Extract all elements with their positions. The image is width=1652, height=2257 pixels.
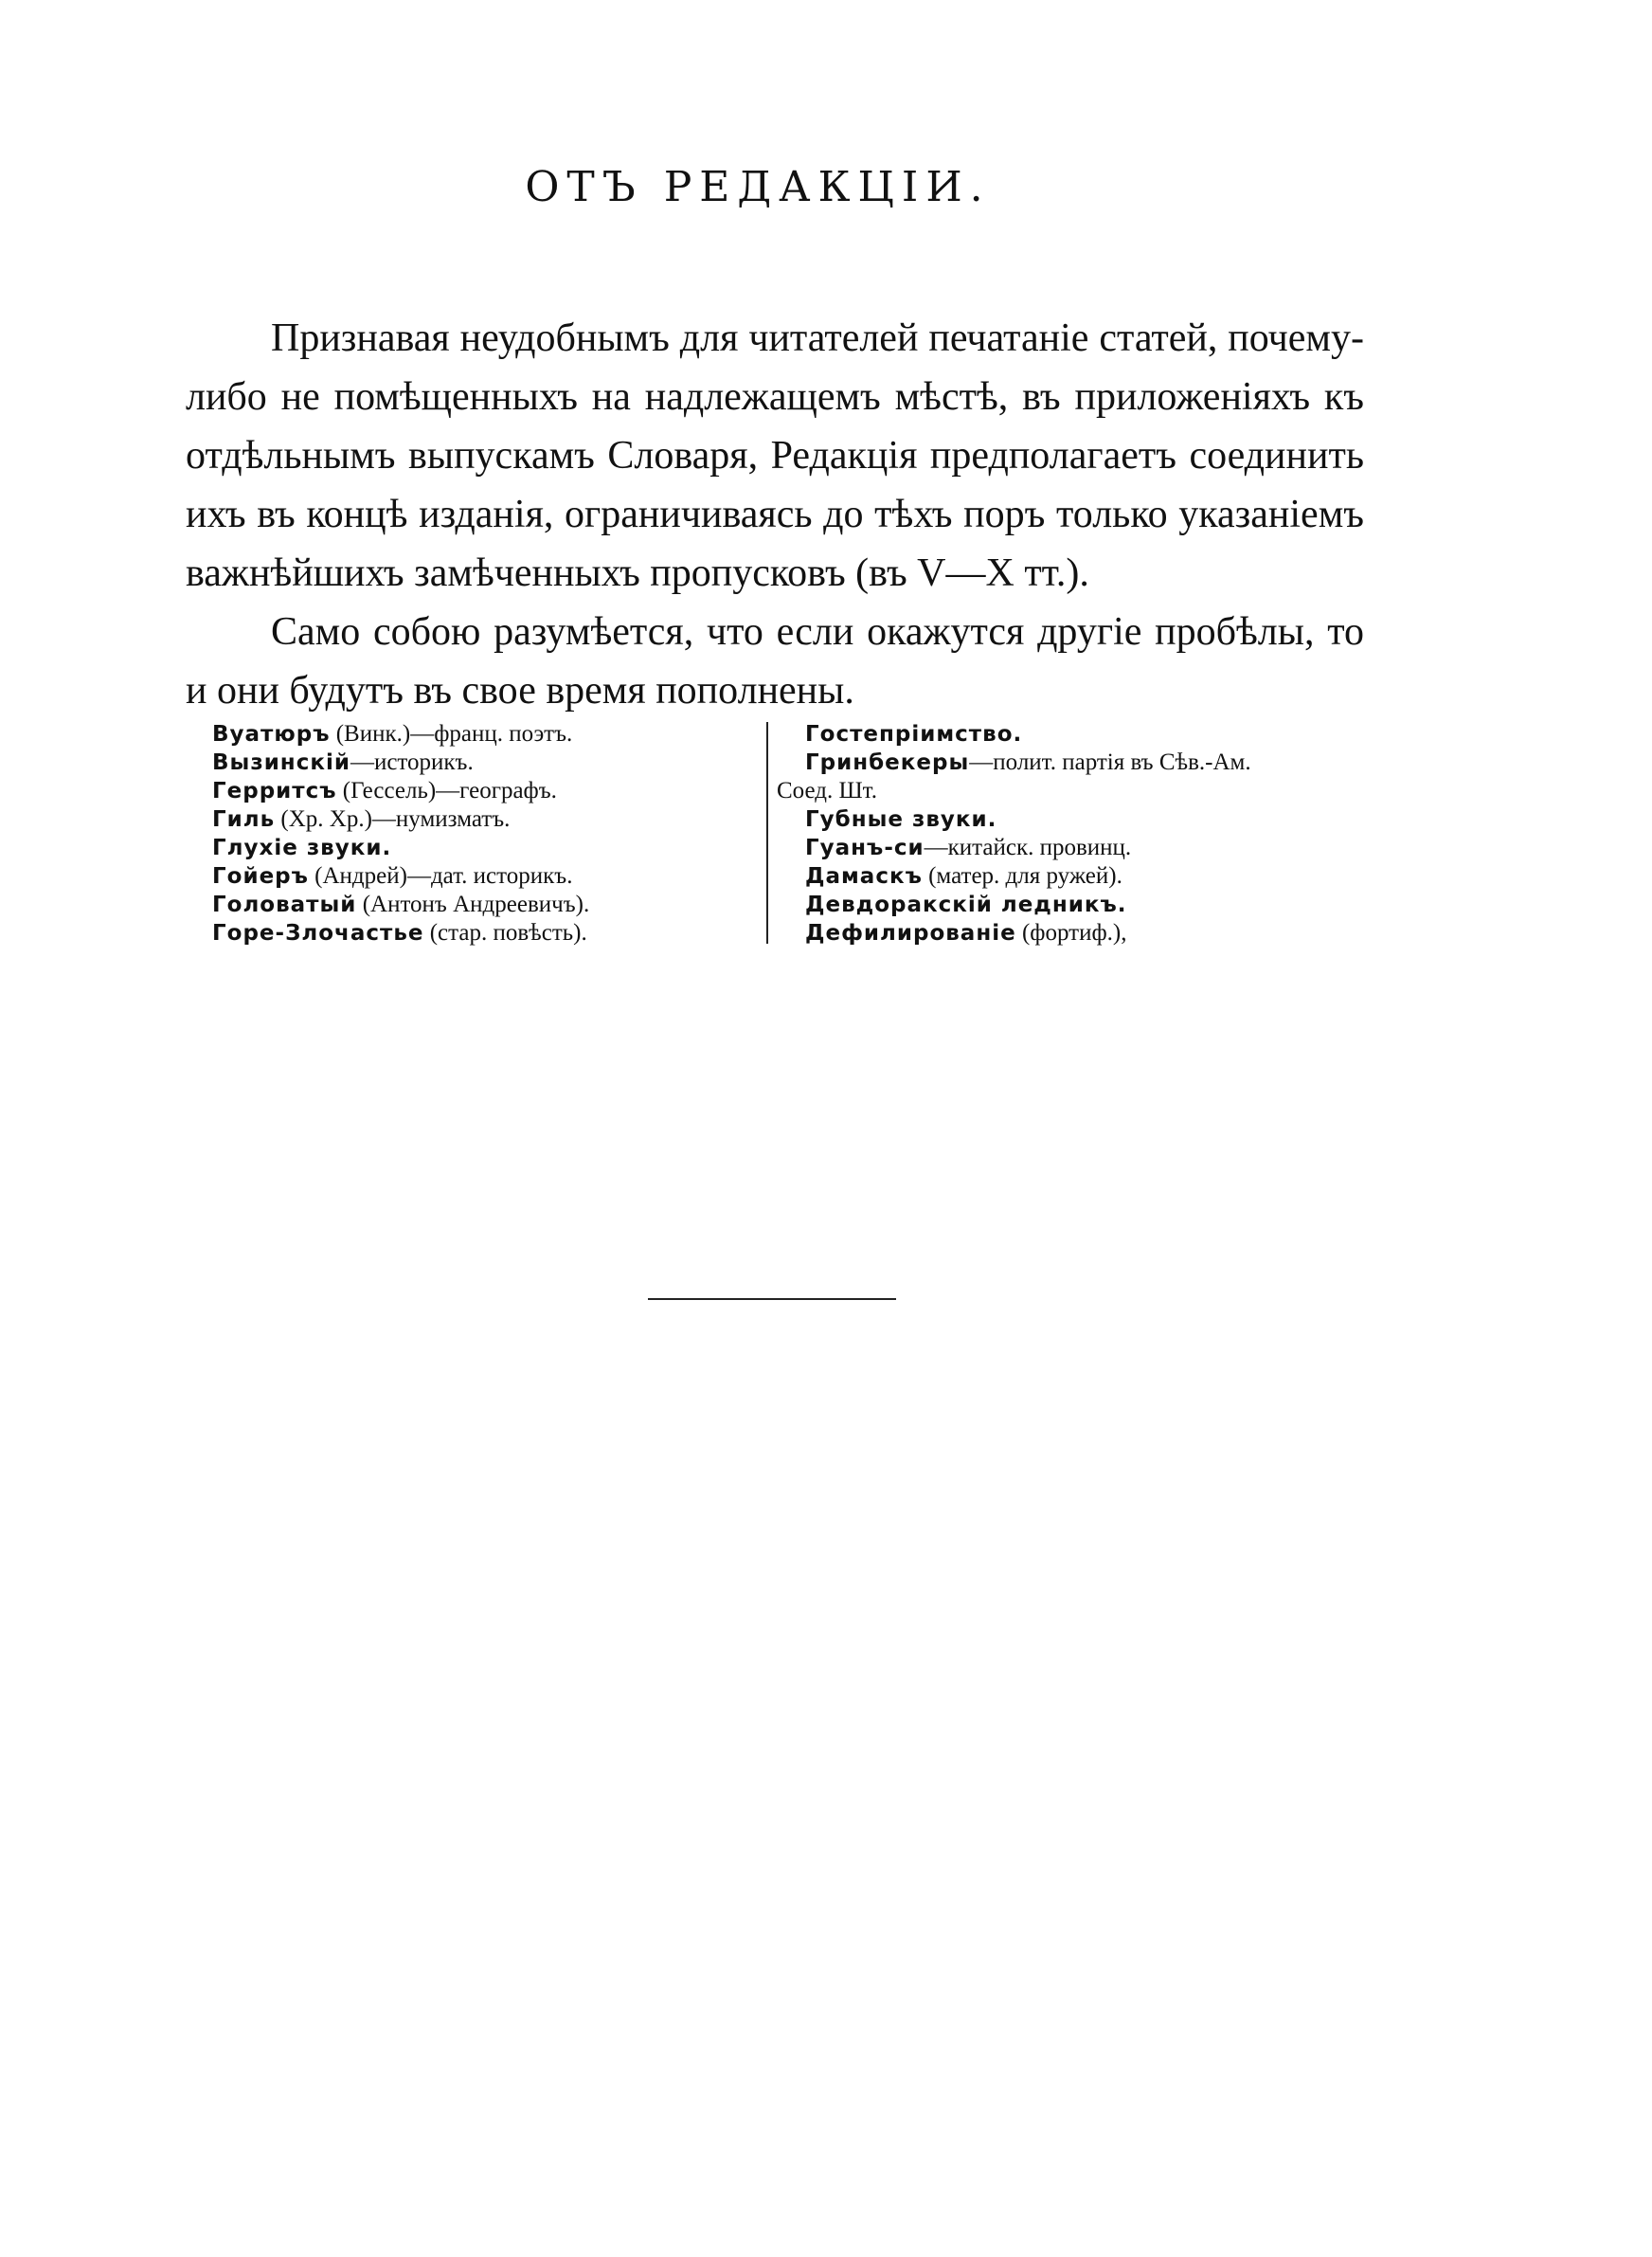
list-item <box>212 862 762 891</box>
paragraph-2: Само собою разумѣется, что если окажутся другіе пробѣлы, то и они будутъ въ свое время пополнены. <box>186 610 1364 713</box>
list-term: Вуатюръ <box>212 722 331 747</box>
list-item <box>212 834 762 862</box>
column-divider <box>766 722 768 944</box>
list-item <box>777 891 1269 919</box>
list-item <box>777 720 1269 749</box>
list-term: Гринбекеры <box>805 750 970 775</box>
list-item <box>777 862 1269 891</box>
closing-rule <box>648 1298 896 1300</box>
list-term: Девдоракскій ледникъ. <box>805 893 1127 917</box>
list-note: (Хр. Хр.)—нумизматъ. <box>275 806 511 832</box>
list-item <box>777 777 1269 805</box>
list-item <box>777 919 1269 948</box>
list-item <box>777 749 1269 777</box>
paragraph-1: Признавая неудобнымъ для читателей печатаніе статей, почему-либо не помѣщенныхъ на надлежащемъ мѣстѣ, въ приложеніяхъ къ отдѣльнымъ выпускамъ Словаря, Редакція предполагаетъ соединить ихъ въ концѣ изданія, ограничиваясь до тѣхъ поръ только указаніемъ важнѣйшихъ замѣченныхъ пропусковъ (въ V—X тт.). <box>186 316 1364 595</box>
omissions-list-left <box>212 720 762 948</box>
list-note: Соед. Шт. <box>777 778 877 803</box>
list-item <box>777 834 1269 862</box>
list-note: (фортиф.), <box>1015 920 1127 946</box>
list-term: Головатый <box>212 893 357 917</box>
editorial-note <box>186 309 1364 720</box>
list-term: Гиль <box>212 807 276 832</box>
list-item <box>212 777 762 805</box>
list-item <box>212 749 762 777</box>
page-title: ОТЪ РЕДАКЦІИ. <box>525 163 991 211</box>
list-term: Горе-Злочастье <box>212 921 424 946</box>
list-term: Губные звуки. <box>805 807 997 832</box>
list-term: Гостепріимство. <box>805 722 1023 747</box>
list-note: (матер. для ружей). <box>922 863 1122 889</box>
list-item <box>777 805 1269 834</box>
list-item <box>212 805 762 834</box>
list-note: (Антонъ Андреевичъ). <box>356 892 590 917</box>
list-note: —полит. партія въ Сѣв.-Ам. <box>969 749 1251 775</box>
list-note: (Андрей)—дат. историкъ. <box>308 863 573 889</box>
list-note: —китайск. провинц. <box>924 835 1132 860</box>
list-term: Герритсъ <box>212 779 337 803</box>
list-item <box>212 720 762 749</box>
list-term: Гойеръ <box>212 864 309 889</box>
list-term: Дефилированіе <box>805 921 1016 946</box>
list-term: Глухіе звуки. <box>212 836 392 860</box>
list-note: (Винк.)—франц. поэтъ. <box>330 721 573 747</box>
list-item <box>212 919 762 948</box>
list-term: Дамаскъ <box>805 864 923 889</box>
list-note: —историкъ. <box>350 749 474 775</box>
list-note: (Гессель)—географъ. <box>336 778 557 803</box>
list-term: Вызинскій <box>212 750 350 775</box>
list-term: Гуанъ-си <box>805 836 925 860</box>
list-note: (стар. повѣсть). <box>423 920 587 946</box>
list-item <box>212 891 762 919</box>
omissions-list-right <box>777 720 1269 948</box>
